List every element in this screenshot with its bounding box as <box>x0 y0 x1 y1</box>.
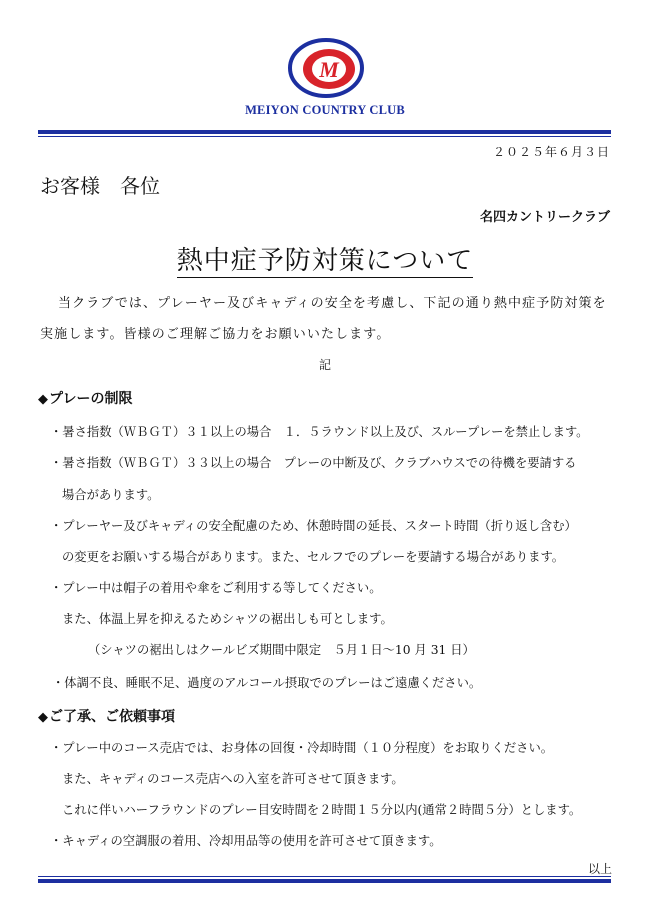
club-logo <box>288 38 364 98</box>
title-text: 熱中症予防対策について <box>176 246 474 276</box>
ki-marker: 記 <box>318 358 331 372</box>
sender: 名四カントリークラブ <box>479 210 610 225</box>
diamond-bullet-icon: ◆ <box>38 392 48 407</box>
section1-heading-text: プレーの制限 <box>49 391 133 407</box>
intro-paragraph: 当クラブでは、プレーヤー及びキャディの安全を考慮し、下記の通り熱中症予防対策を実施します。皆様のご理解ご協力をお願いいたします。 <box>40 296 607 342</box>
list-item: ・体調不良、睡眠不足、過度のアルコール摂取でのプレーはご遠慮ください。 <box>52 676 482 690</box>
list-item: ・プレーヤー及びキャディの安全配慮のため、休憩時間の延長、スタート時間（折り返し含む） <box>50 519 577 533</box>
list-item: ・プレー中は帽子の着用や傘をご利用する等してください。 <box>50 581 382 595</box>
section2-heading-text: ご了承、ご依頼事項 <box>49 709 175 725</box>
top-rule-thick <box>38 130 611 134</box>
addressee: お客様 各位 <box>40 174 160 198</box>
list-item-continuation: これに伴いハーフラウンドのプレー目安時間を２時間１５分以内(通常２時間５分）とします。 <box>62 803 582 817</box>
list-item: ・暑さ指数（ＷＢＧＴ）３１以上の場合 １．５ラウンド以上及び、スループレーを禁止します。 <box>50 425 589 439</box>
section-heading-play-restrictions <box>38 388 132 408</box>
diamond-bullet-icon: ◆ <box>38 710 48 725</box>
list-item-continuation: また、体温上昇を抑えるためシャツの裾出しも可とします。 <box>62 612 393 626</box>
list-item: ・プレー中のコース売店では、お身体の回復・冷却時間（１０分程度）をお取りください。 <box>50 741 554 755</box>
logo-letter: M <box>319 57 339 82</box>
list-item-continuation: の変更をお願いする場合があります。また、セルフでのプレーを要請する場合があります。 <box>62 550 565 564</box>
list-item: ・暑さ指数（ＷＢＧＴ）３３以上の場合 プレーの中断及び、クラブハウスでの待機を要請する <box>50 456 577 470</box>
list-item-continuation: 場合があります。 <box>62 488 160 502</box>
top-rule-thin <box>38 136 611 137</box>
section-heading-requests <box>38 706 175 726</box>
bottom-rule-thin <box>38 876 611 877</box>
club-name-en: MEIYON COUNTRY CLUB <box>245 103 405 117</box>
document-date: ２０２５年６月３日 <box>492 145 610 159</box>
list-item-note: （シャツの裾出しはクールビズ期間中限定 ５月１日～10 月 31 日） <box>88 643 475 657</box>
document-title <box>0 240 650 277</box>
list-item-continuation: また、キャディのコース売店への入室を許可させて頂きます。 <box>62 772 404 786</box>
bottom-rule-thick <box>38 879 611 883</box>
list-item: ・キャディの空調服の着用、冷却用品等の使用を許可させて頂きます。 <box>50 834 442 848</box>
closing-mark: 以上 <box>588 862 613 876</box>
